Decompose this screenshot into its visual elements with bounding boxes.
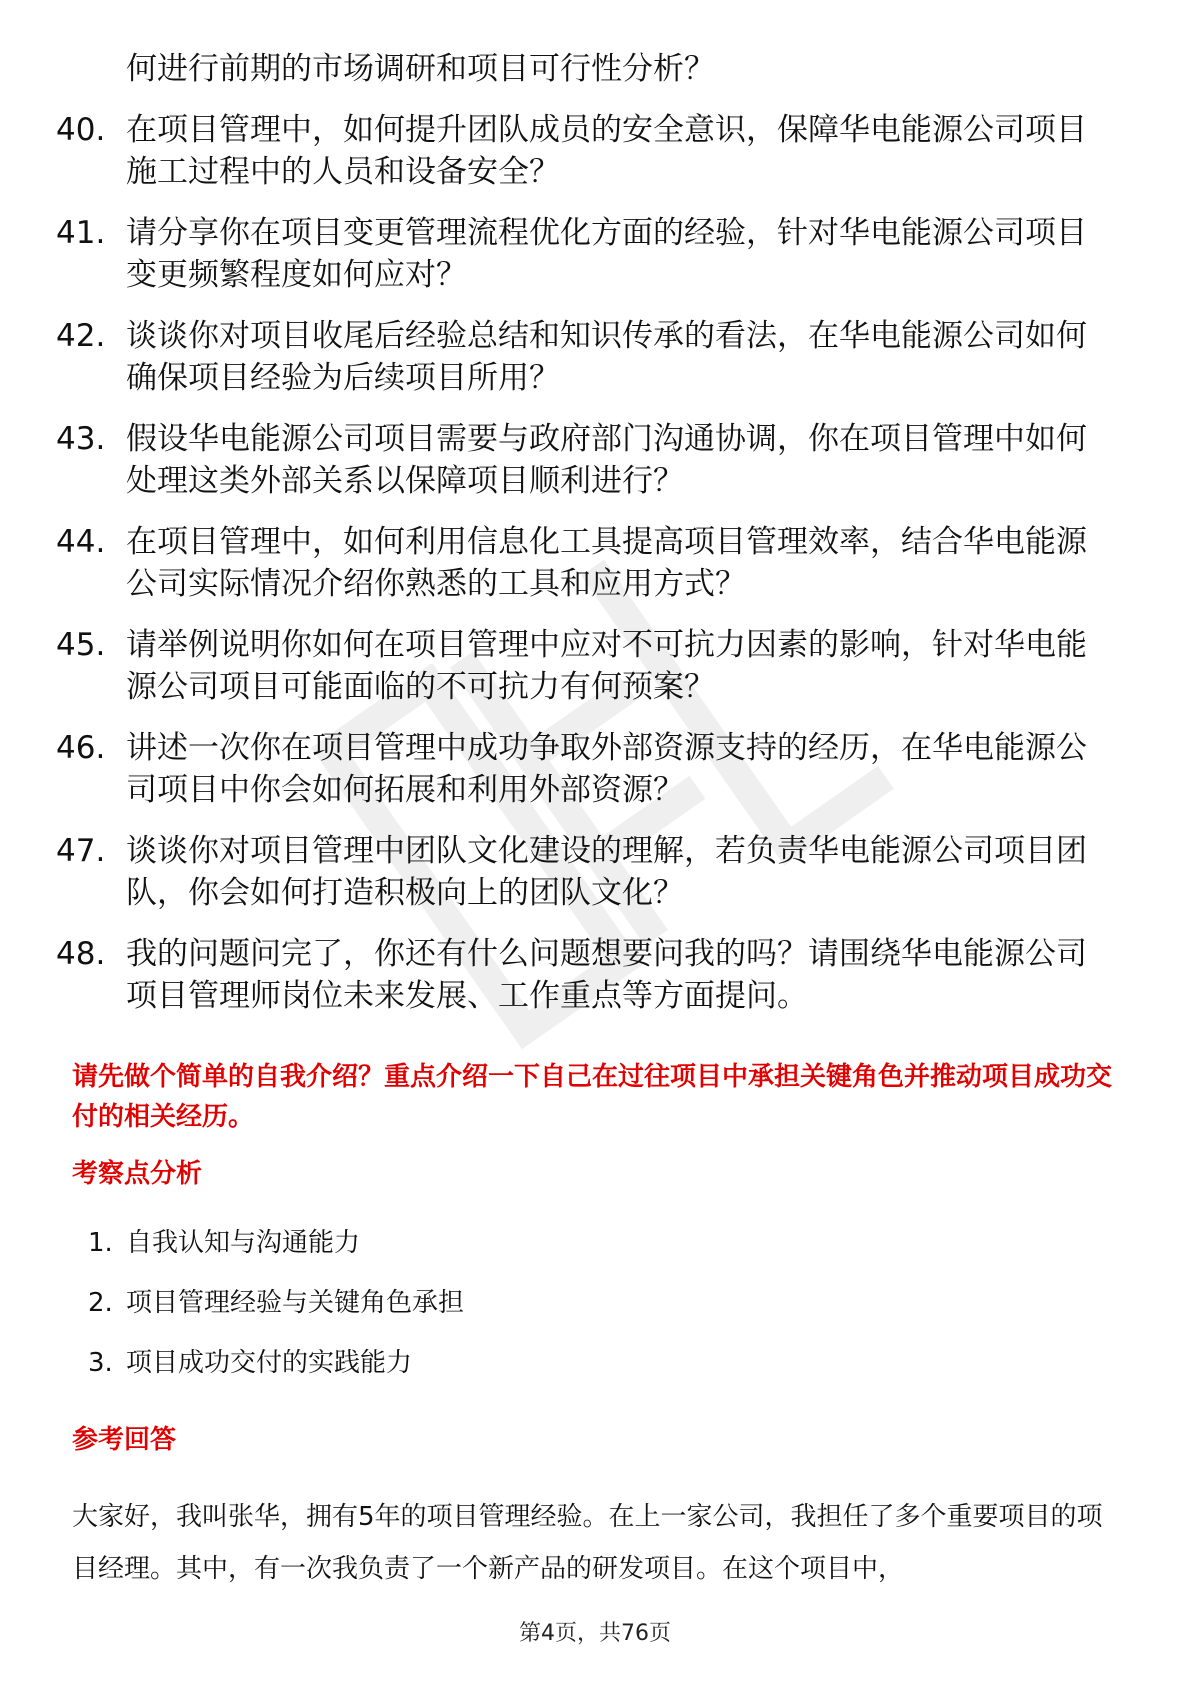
list-item [88, 1346, 988, 1380]
question-number: 48. [56, 936, 106, 972]
list-item [56, 418, 1116, 502]
question-number: 47. [56, 833, 106, 869]
analysis-text: 项目管理经验与关键角色承担 [126, 1288, 465, 1318]
question-text: 谈谈你对项目管理中团队文化建设的理解，若负责华电能源公司项目团队，你会如何打造积极向上的团队文化？ [126, 833, 1087, 911]
question-text: 请分享你在项目变更管理流程优化方面的经验，针对华电能源公司项目变更频繁程度如何应对？ [126, 215, 1087, 293]
interview-prompt: 请先做个简单的自我介绍？重点介绍一下自己在过往项目中承担关键角色并推动项目成功交付的相关经历。 [72, 1062, 1113, 1132]
list-item [88, 1226, 988, 1260]
question-text: 请举例说明你如何在项目管理中应对不可抗力因素的影响，针对华电能源公司项目可能面临的不可抗力有何预案？ [126, 627, 1087, 705]
analysis-text: 自我认知与沟通能力 [126, 1228, 361, 1258]
list-item [56, 212, 1116, 296]
list-item [56, 830, 1116, 914]
list-item [56, 727, 1116, 811]
question-number: 46. [56, 730, 106, 766]
analysis-text: 项目成功交付的实践能力 [126, 1348, 413, 1378]
question-text: 讲述一次你在项目管理中成功争取外部资源支持的经历，在华电能源公司项目中你会如何拓展和利用外部资源？ [126, 730, 1087, 808]
analysis-number: 1. [88, 1228, 113, 1258]
list-item [88, 1286, 988, 1320]
question-text: 谈谈你对项目收尾后经验总结和知识传承的看法，在华电能源公司如何确保项目经验为后续项目所用？ [126, 318, 1087, 396]
question-number: 41. [56, 215, 106, 251]
question-text: 在项目管理中，如何利用信息化工具提高项目管理效率，结合华电能源公司实际情况介绍你熟悉的工具和应用方式？ [126, 524, 1087, 602]
question-text: 假设华电能源公司项目需要与政府部门沟通协调，你在项目管理中如何处理这类外部关系以保障项目顺利进行？ [126, 421, 1087, 499]
question-number: 44. [56, 524, 106, 560]
question-number: 40. [56, 112, 106, 148]
page-footer: 第4页，共76页 [519, 1621, 671, 1646]
question-text: 我的问题问完了，你还有什么问题想要问我的吗？请围绕华电能源公司项目管理师岗位未来发展、工作重点等方面提问。 [126, 936, 1087, 1014]
analysis-list [88, 1226, 988, 1406]
question-continuation: 何进行前期的市场调研和项目可行性分析？ [126, 51, 715, 87]
question-number: 43. [56, 421, 106, 457]
reference-heading: 参考回答 [72, 1425, 177, 1455]
analysis-number: 3. [88, 1348, 113, 1378]
question-list [56, 48, 1116, 1036]
analysis-heading: 考察点分析 [72, 1159, 203, 1189]
list-item [56, 521, 1116, 605]
list-item [56, 109, 1116, 193]
reference-answer: 大家好，我叫张华，拥有5年的项目管理经验。在上一家公司，我担任了多个重要项目的项目经理。其中，有一次我负责了一个新产品的研发项目。在这个项目中， [72, 1502, 1103, 1584]
question-number: 42. [56, 318, 106, 354]
analysis-number: 2. [88, 1288, 113, 1318]
list-item [56, 933, 1116, 1017]
list-item [56, 624, 1116, 708]
question-number: 45. [56, 627, 106, 663]
question-text: 在项目管理中，如何提升团队成员的安全意识，保障华电能源公司项目施工过程中的人员和设备安全？ [126, 112, 1087, 190]
list-item [56, 315, 1116, 399]
